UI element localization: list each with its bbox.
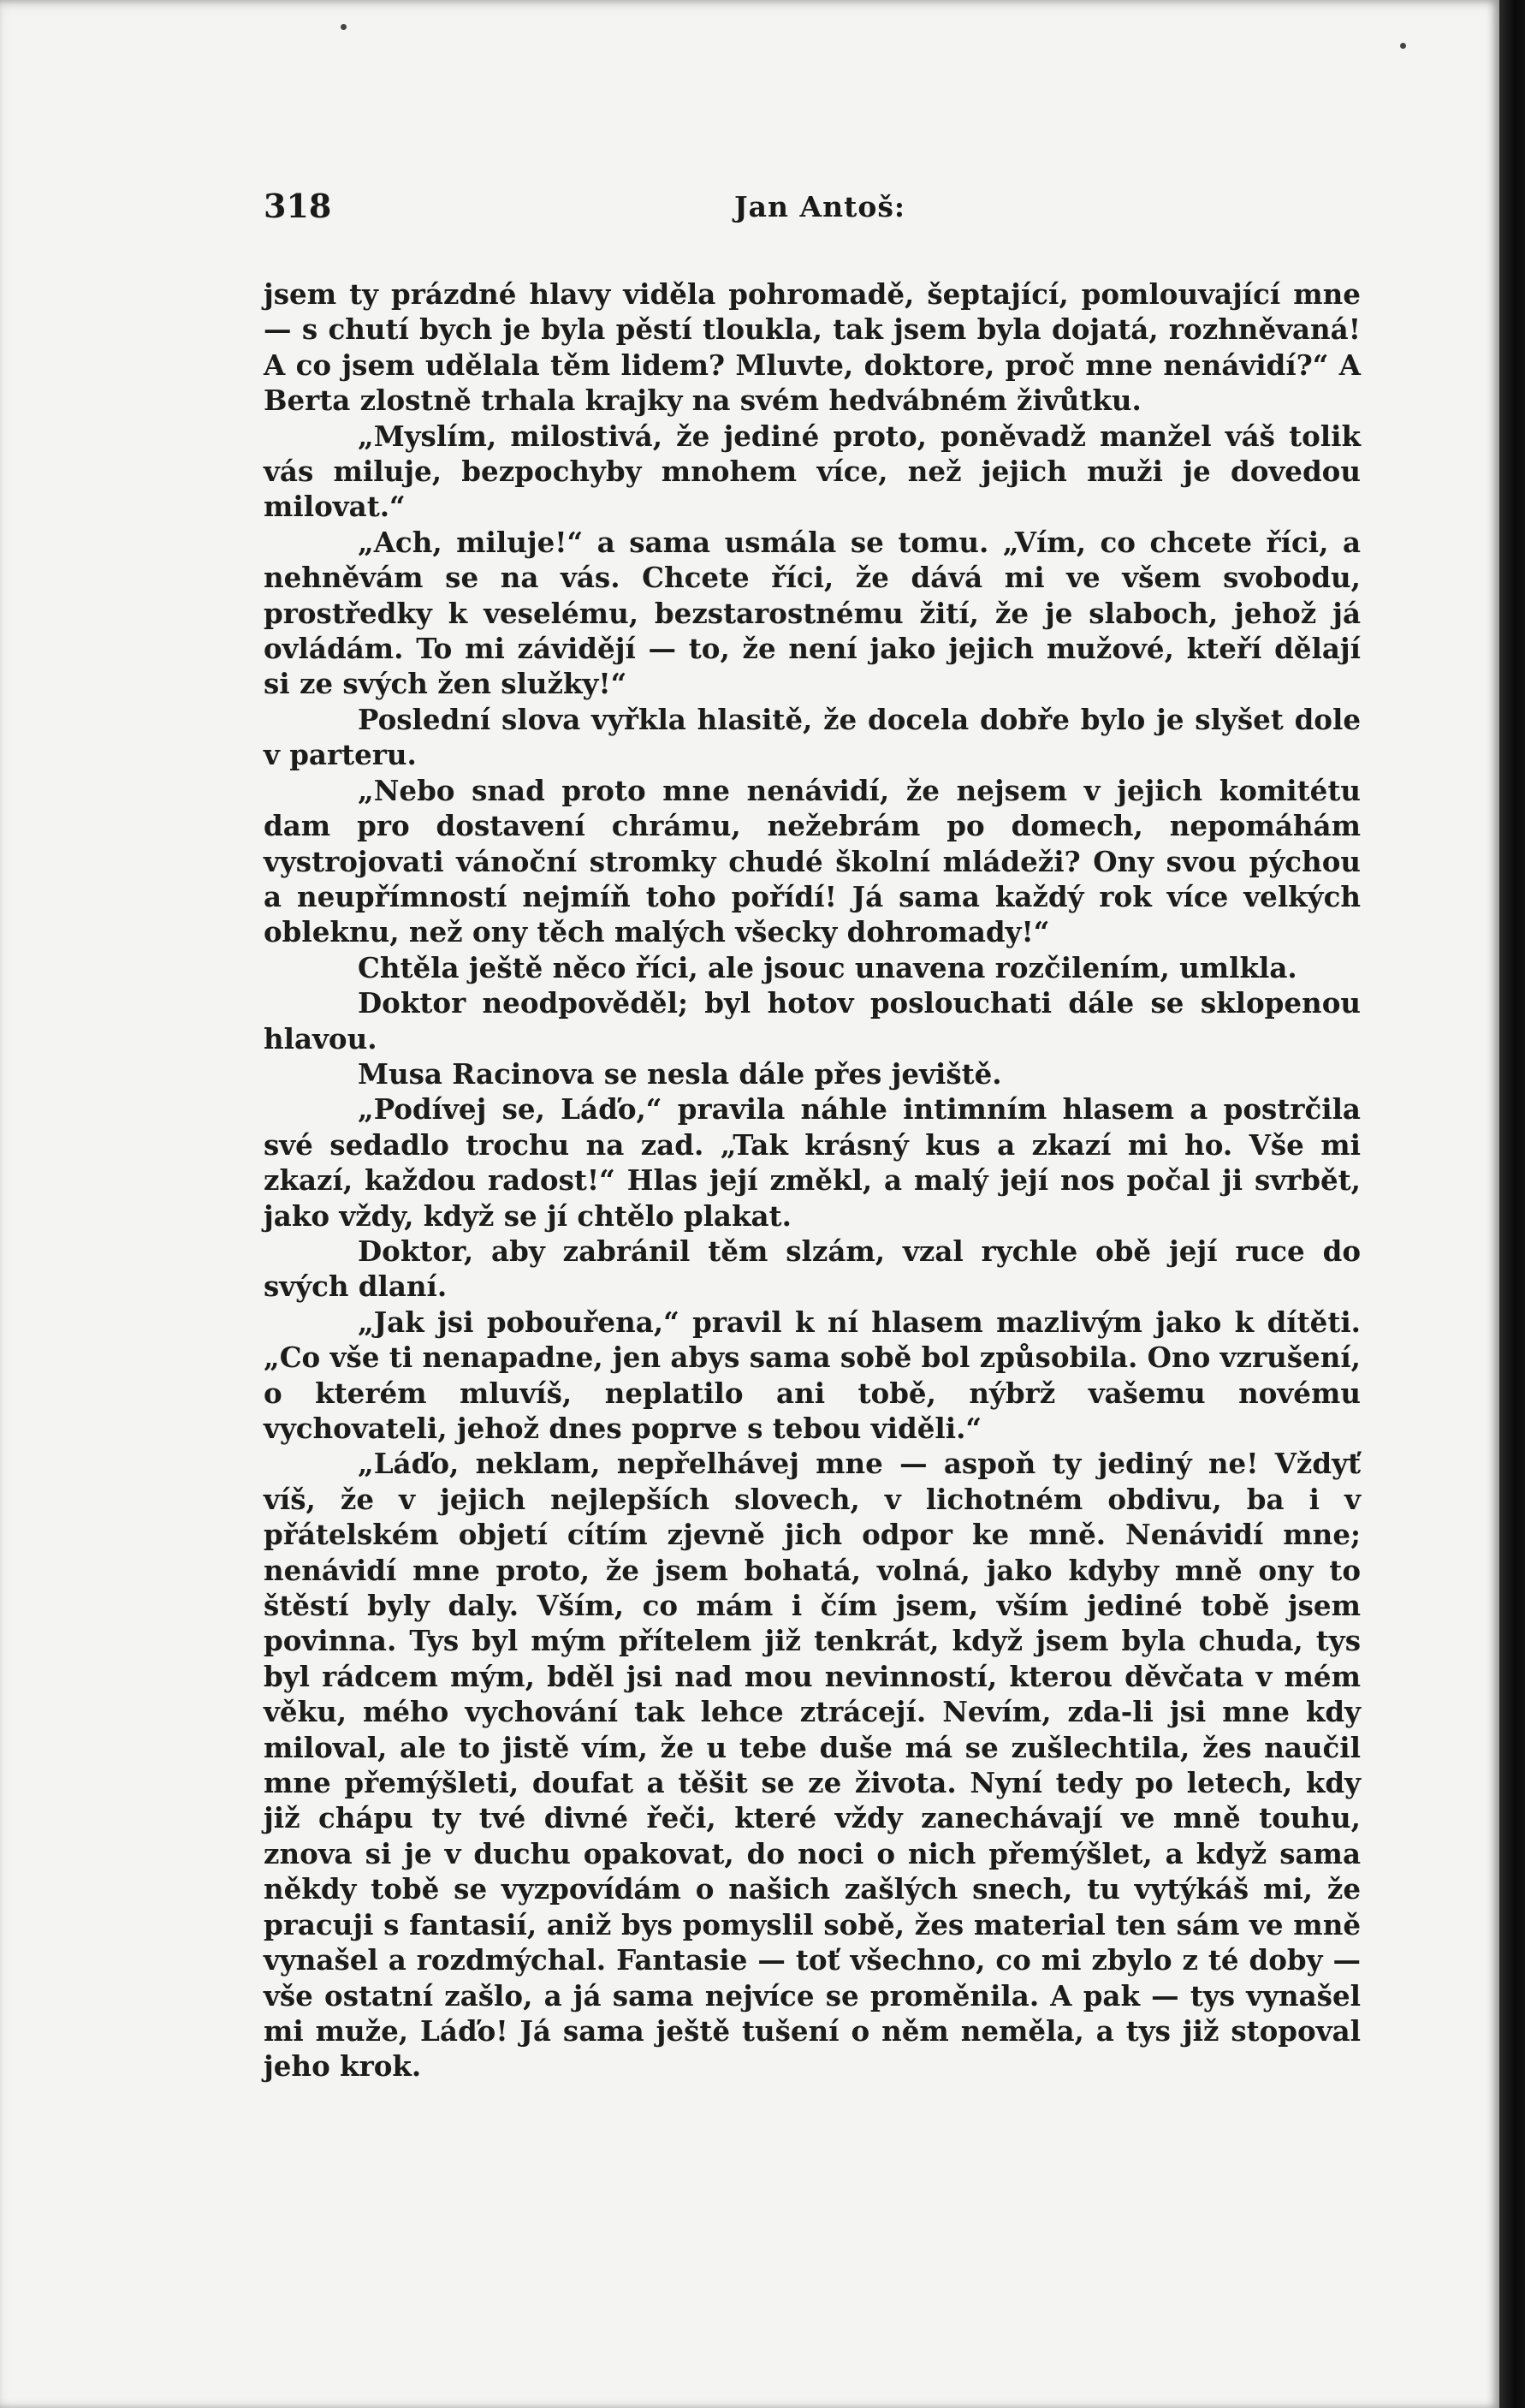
running-head-author: Jan Antoš:: [734, 190, 906, 223]
running-head: [264, 187, 1361, 231]
paragraph: Doktor, aby zabránil těm slzám, vzal rychle obě její ruce do svých dlaní.: [264, 1234, 1361, 1304]
paragraph: Doktor neodpověděl; byl hotov poslouchati dále se sklopenou hlavou.: [264, 986, 1361, 1055]
paragraph: „Láďo, neklam, nepřelhávej mne — aspoň ty jediný ne! Vždyť víš, že v jejich nejlepších slovech, v lichotném obdivu, ba i v přátelském objetí cítím zjevně jich odpor ke mně. Nenávidí mne; nenávidí mne proto, že jsem bohatá, volná, jako kdyby mně ony to štěstí byly daly. Vším, co mám i čím jsem, vším jediné tobě jsem povinna. Tys byl mým přítelem již tenkrát, když jsem byla chuda, tys byl rádcem mým, bděl jsi nad mou nevinností, kterou děvčata v mém věku, mého vychování tak lehce ztrácejí. Nevím, zda-li jsi mne kdy miloval, ale to jistě vím, že u tebe duše má se zušlechtila, žes naučil mne přemýšleti, doufat a těšit se ze života. Nyní tedy po letech, kdy již chápu ty tvé divné řeči, které vždy zanechávají ve mně touhu, znova si je v duchu opakovat, do noci o nich přemýšlet, a když sama někdy tobě se vyzpovídám o našich zašlých snech, tu vytýkáš mi, že pracuji s fantasií, aniž bys pomyslil sobě, žes material ten sám ve mně vynašel a rozdmýchal. Fantasie — toť všechno, co mi zbylo z té doby — vše ostatní zašlo, a já sama nejvíce se proměnila. A pak — tys vynašel mi muže, Láďo! Já sama ještě tušení o něm neměla, a tys již stopoval jeho krok.: [264, 1447, 1361, 2084]
page-number: 318: [264, 187, 332, 225]
paragraph: „Podívej se, Láďo,“ pravila náhle intimním hlasem a postrčila své sedadlo trochu na zad. „Tak krásný kus a zkazí mi ho. Vše mi zkazí, každou radost!“ Hlas její změkl, a malý její nos počal ji svrbět, jako vždy, když se jí chtělo plakat.: [264, 1092, 1361, 1233]
paragraph: Musa Racinova se nesla dále přes jeviště.: [358, 1056, 1002, 1091]
paragraph: jsem ty prázdné hlavy viděla pohromadě, šeptající, pomlouvající mne — s chutí bych je byla pěstí tloukla, tak jsem byla dojatá, rozhněvaná! A co jsem udělala těm lidem? Mluvte, doktore, proč mne nenávidí?“ A Berta zlostně trhala krajky na svém hedvábném živůtku.: [264, 277, 1361, 418]
paragraph: „Nebo snad proto mne nenávidí, že nejsem v jejich komitétu dam pro dostavení chrámu, nežebrám po domech, nepomáhám vystrojovati vánoční stromky chudé školní mládeži? Ony svou pýchou a neupřímností nejmíň toho pořídí! Já sama každý rok více velkých obleknu, než ony těch malých všecky dohromady!“: [264, 773, 1361, 949]
paragraph: „Jak jsi pobouřena,“ pravil k ní hlasem mazlivým jako k dítěti. „Co vše ti nenapadne, jen abys sama sobě bol způsobila. Ono vzrušení, o kterém mluvíš, neplatilo ani tobě, nýbrž vašemu novému vychovateli, jehož dnes poprve s tebou viděli.“: [264, 1305, 1361, 1445]
paragraph: „Ach, miluje!“ a sama usmála se tomu. „Vím, co chcete říci, a nehněvám se na vás. Chcete říci, že dává mi ve všem svobodu, prostředky k veselému, bezstarostnému žití, že je slaboch, jehož já ovládám. To mi závidějí — to, že není jako jejich mužové, kteří dělají si ze svých žen služky!“: [264, 525, 1361, 701]
scan-border: [1499, 0, 1525, 2408]
paper-speck: [341, 24, 347, 30]
paper-speck: [1400, 43, 1406, 49]
paragraph: Poslední slova vyřkla hlasitě, že docela dobře bylo je slyšet dole v parteru.: [264, 702, 1361, 772]
body-text: [264, 276, 1361, 2084]
paragraph: „Myslím, milostivá, že jediné proto, poněvadž manžel váš tolik vás miluje, bezpochyby mnohem více, než jejich muži je dovedou milovat.“: [264, 419, 1361, 524]
paragraph: Chtěla ještě něco říci, ale jsouc unavena rozčilením, umlkla.: [358, 950, 1297, 984]
